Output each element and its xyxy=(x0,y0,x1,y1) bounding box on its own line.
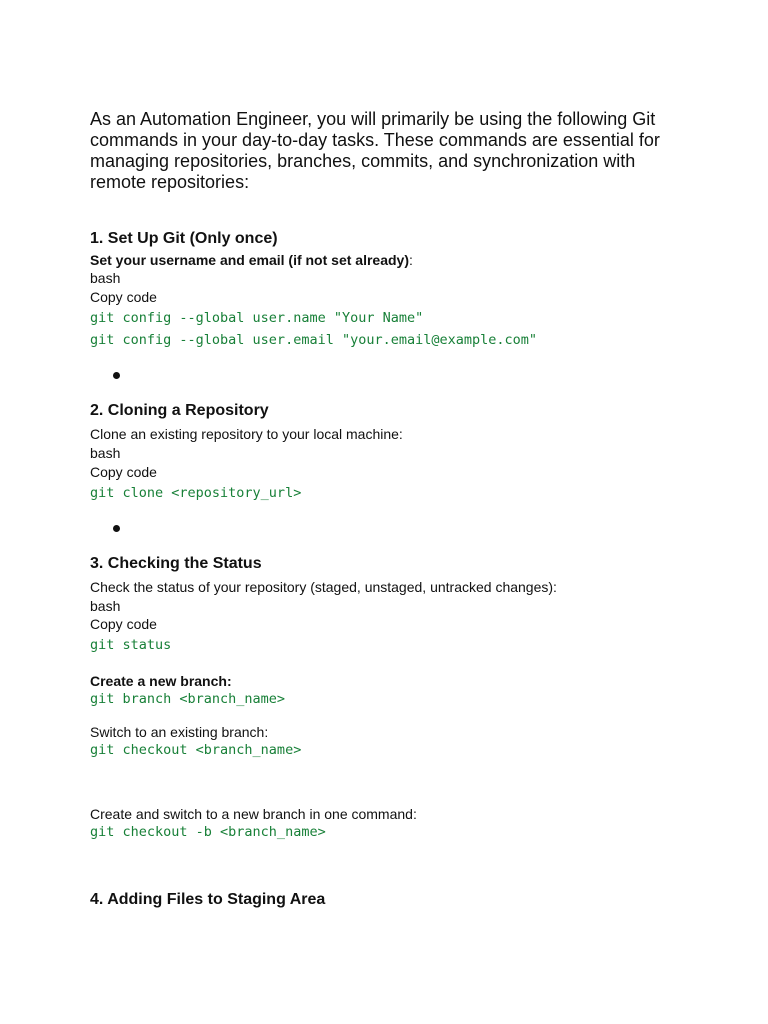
section-3-heading: 3. Checking the Status xyxy=(90,555,262,572)
section-1-subheading-bold: Set your username and email (if not set already) xyxy=(90,252,409,268)
section-1-lang-label: bash xyxy=(90,270,121,286)
intro-paragraph xyxy=(90,109,670,193)
section-1-code-line: git config --global user.email "your.email@example.com" xyxy=(90,332,538,348)
intro-line: As an Automation Engineer, you will primarily be using the following Git xyxy=(90,109,656,129)
section-1-heading: 1. Set Up Git (Only once) xyxy=(90,230,278,247)
section-2-code-line: git clone <repository_url> xyxy=(90,485,302,501)
create-branch-code: git branch <branch_name> xyxy=(90,691,286,707)
section-4-heading: 4. Adding Files to Staging Area xyxy=(90,891,326,908)
section-2-description: Clone an existing repository to your local machine: xyxy=(90,426,403,442)
section-1-subheading xyxy=(90,251,413,269)
intro-line: commands in your day-to-day tasks. These commands are essential for xyxy=(90,130,660,150)
create-switch-branch-label: Create and switch to a new branch in one command: xyxy=(90,806,417,822)
section-1-copy-code[interactable]: Copy code xyxy=(90,289,157,305)
bullet-point xyxy=(113,372,120,379)
section-2-lang-label: bash xyxy=(90,445,121,461)
intro-line: managing repositories, branches, commits, and synchronization with xyxy=(90,151,636,171)
create-branch-label: Create a new branch: xyxy=(90,673,232,689)
section-3-code-line: git status xyxy=(90,637,172,653)
section-2-copy-code[interactable]: Copy code xyxy=(90,464,157,480)
switch-branch-code: git checkout <branch_name> xyxy=(90,742,302,758)
intro-line: remote repositories: xyxy=(90,172,250,192)
create-switch-branch-code: git checkout -b <branch_name> xyxy=(90,824,326,840)
section-1-subheading-suffix: : xyxy=(409,252,413,268)
bullet-point xyxy=(113,525,120,532)
switch-branch-label: Switch to an existing branch: xyxy=(90,724,269,740)
section-1-code-line: git config --global user.name "Your Name" xyxy=(90,310,424,326)
section-3-copy-code[interactable]: Copy code xyxy=(90,616,157,632)
section-2-heading: 2. Cloning a Repository xyxy=(90,402,269,419)
section-3-description: Check the status of your repository (staged, unstaged, untracked changes): xyxy=(90,579,557,595)
section-3-lang-label: bash xyxy=(90,598,121,614)
